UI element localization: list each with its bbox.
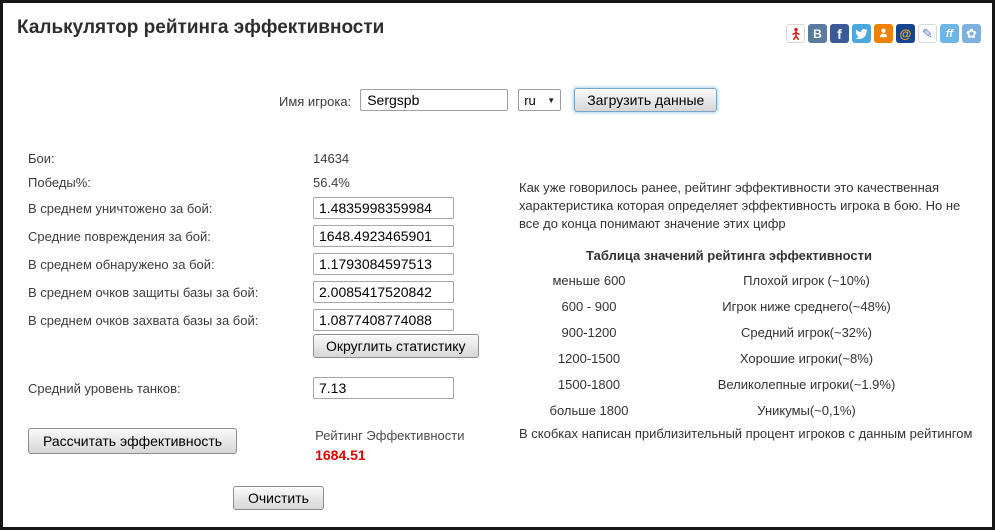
chevron-down-icon: ▼ xyxy=(547,95,556,105)
avg-spotted-input[interactable] xyxy=(313,253,454,275)
battles-value: 14634 xyxy=(313,150,350,166)
winrate-value: 56.4% xyxy=(313,174,350,190)
rating-table-title: Таблица значений рейтинга эффективности xyxy=(586,248,872,263)
stat-row-destroyed xyxy=(28,194,488,222)
player-form xyxy=(279,88,717,112)
clear-row xyxy=(28,486,488,510)
avg-capture-label: В среднем очков захвата базы за бой: xyxy=(28,312,259,328)
table-row xyxy=(519,397,973,423)
rating-desc: Игрок ниже среднего(~48%) xyxy=(722,298,891,314)
stick-figure-glyph xyxy=(789,27,803,41)
avg-spotted-label: В среднем обнаружено за бой: xyxy=(28,256,215,272)
rating-desc: Плохой игрок (~10%) xyxy=(743,272,870,288)
livejournal-pencil-icon[interactable]: ✎ xyxy=(918,24,937,43)
calculate-button[interactable]: Рассчитать эффективность xyxy=(28,428,237,454)
liveinternet-icon[interactable] xyxy=(786,24,805,43)
winrate-label: Победы%: xyxy=(28,174,91,190)
friendfeed-icon[interactable]: ff xyxy=(940,24,959,43)
odnoklassniki-icon[interactable] xyxy=(874,24,893,43)
rating-label: Рейтинг Эффективности xyxy=(315,428,465,443)
footnote-text: В скобках написан приблизительный процент игроков с данным рейтингом xyxy=(519,426,973,441)
calc-row xyxy=(28,428,488,476)
table-row xyxy=(519,319,973,345)
info-panel xyxy=(519,179,973,441)
page-title: Калькулятор рейтинга эффективности xyxy=(17,17,385,38)
rating-range: 600 - 900 xyxy=(561,298,617,314)
avg-defense-input[interactable] xyxy=(313,281,454,303)
avg-destroyed-input[interactable] xyxy=(313,197,454,219)
twitter-icon[interactable] xyxy=(852,24,871,43)
rating-range: 1200-1500 xyxy=(557,350,621,366)
rating-range: меньше 600 xyxy=(552,272,626,288)
table-row xyxy=(519,293,973,319)
rating-desc: Великолепные игроки(~1.9%) xyxy=(717,376,896,392)
rating-desc: Средний игрок(~32%) xyxy=(741,324,872,340)
player-name-label: Имя игрока: xyxy=(279,94,352,109)
region-select[interactable] xyxy=(518,89,561,111)
table-row xyxy=(519,267,973,293)
avg-destroyed-label: В среднем уничтожено за бой: xyxy=(28,200,213,216)
vkontakte-icon[interactable]: В xyxy=(808,24,827,43)
avg-tank-level-label: Средний уровень танков: xyxy=(28,380,181,396)
avg-tank-level-input[interactable] xyxy=(313,377,454,399)
avg-capture-input[interactable] xyxy=(313,309,454,331)
table-row xyxy=(519,371,973,397)
battles-label: Бои: xyxy=(28,150,55,166)
avg-defense-label: В среднем очков защиты базы за бой: xyxy=(28,284,259,300)
rating-range: 900-1200 xyxy=(561,324,617,340)
intro-text: Как уже говорилось ранее, рейтинг эффективности это качественная характеристика которая определяет эффективность игрока в бою. Но не все до конца понимают значение этих цифр xyxy=(519,180,961,231)
stat-row-capture xyxy=(28,306,488,334)
player-name-input[interactable] xyxy=(360,89,508,111)
rating-range: больше 1800 xyxy=(549,402,629,418)
rating-table xyxy=(519,267,973,423)
ok-person-glyph xyxy=(877,27,890,40)
rating-desc: Уникумы(~0,1%) xyxy=(757,402,856,418)
rating-range: 1500-1800 xyxy=(557,376,621,392)
region-select-value: ru xyxy=(524,92,536,108)
stat-row-tank-level xyxy=(28,374,488,402)
round-row xyxy=(28,334,488,362)
stat-row-damage xyxy=(28,222,488,250)
stat-row-winrate xyxy=(28,170,488,194)
stat-row-defense xyxy=(28,278,488,306)
rating-desc: Хорошие игроки(~8%) xyxy=(739,350,874,366)
mailru-icon[interactable]: @ xyxy=(896,24,915,43)
rating-result xyxy=(315,428,464,463)
avg-damage-label: Средние повреждения за бой: xyxy=(28,228,211,244)
stat-row-battles xyxy=(28,146,488,170)
social-share-bar xyxy=(786,24,981,43)
yaru-flower-icon[interactable]: ✿ xyxy=(962,24,981,43)
load-data-button[interactable]: Загрузить данные xyxy=(574,88,717,112)
stat-row-spotted xyxy=(28,250,488,278)
twitter-bird-glyph xyxy=(855,27,868,40)
facebook-icon[interactable]: f xyxy=(830,24,849,43)
stats-panel xyxy=(28,146,488,510)
round-stats-button[interactable]: Округлить статистику xyxy=(313,334,479,358)
table-row xyxy=(519,345,973,371)
avg-damage-input[interactable] xyxy=(313,225,454,247)
rating-value: 1684.51 xyxy=(315,447,366,463)
clear-button[interactable]: Очистить xyxy=(233,486,324,510)
